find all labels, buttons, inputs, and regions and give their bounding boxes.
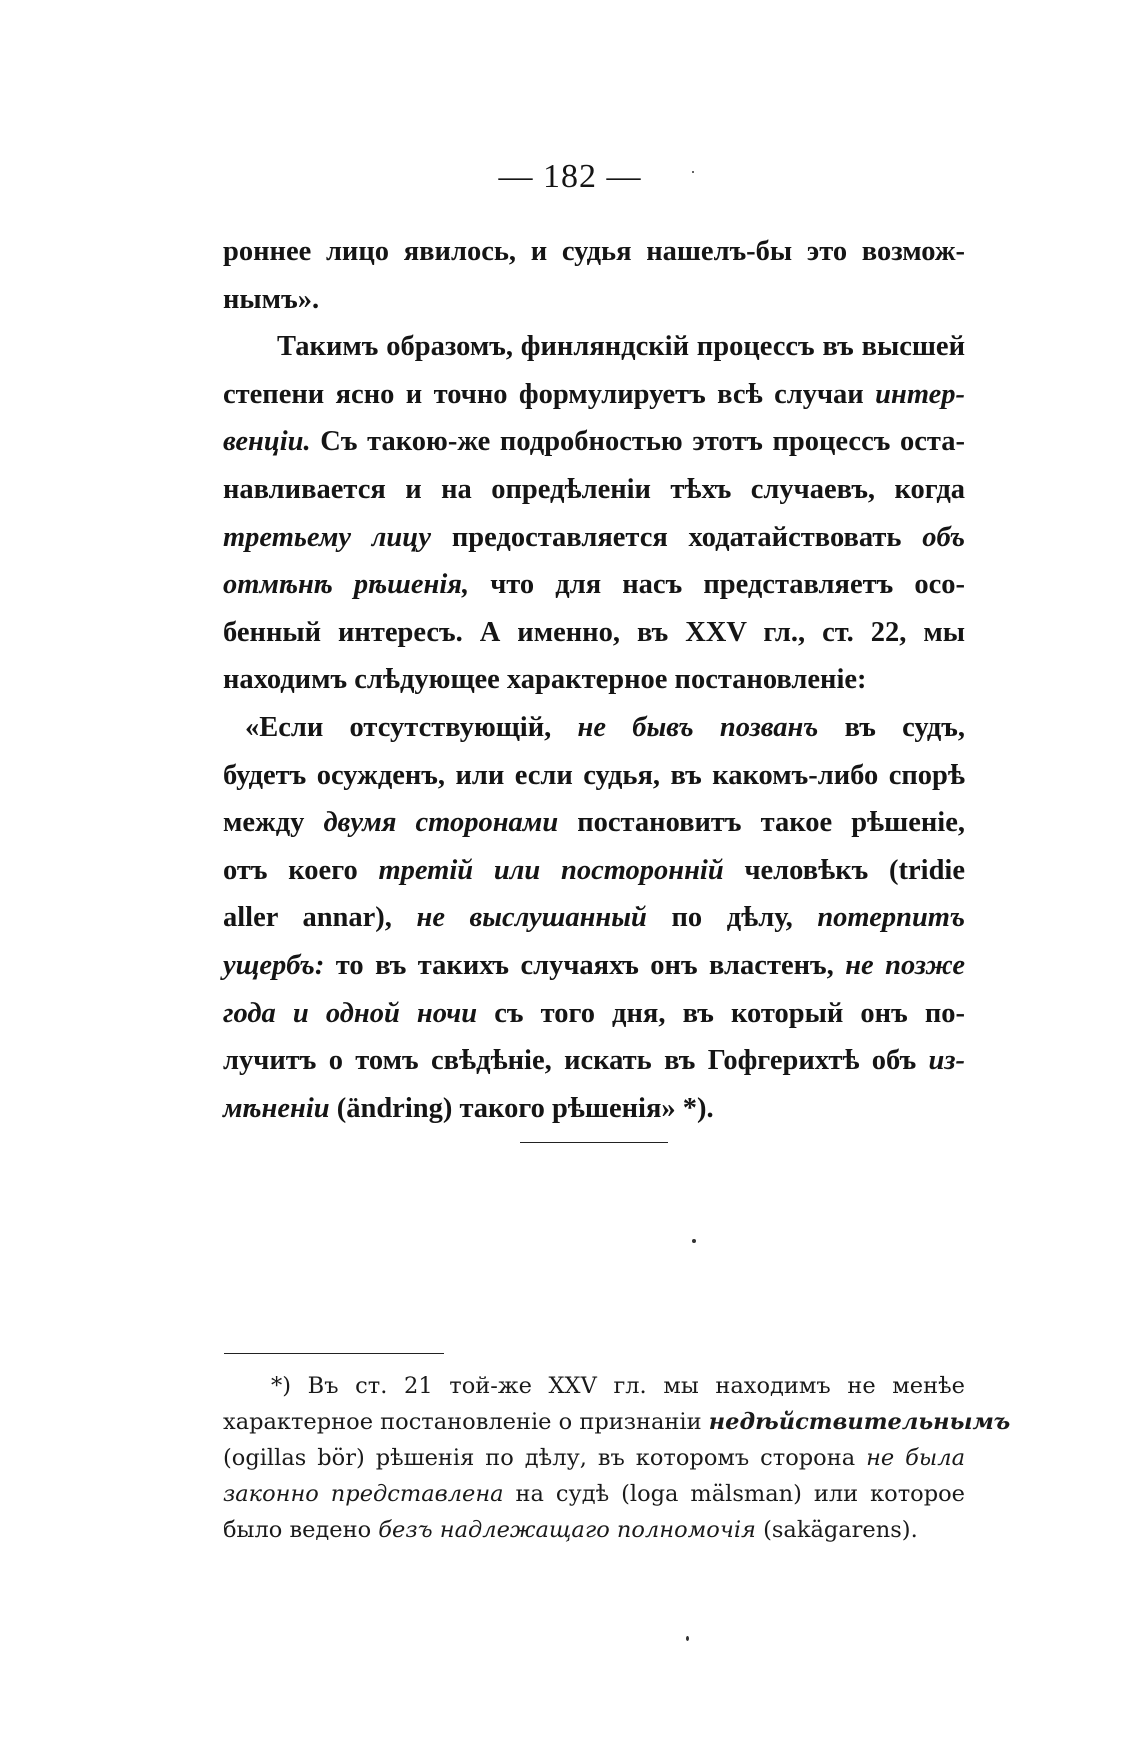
emphasis: венціи. [223, 426, 311, 458]
emphasis: интер- [875, 378, 965, 410]
text-line [223, 847, 965, 895]
text-line [223, 561, 965, 609]
text-run: въ судъ, [818, 711, 965, 743]
footnote-rule [224, 1353, 444, 1354]
emphasis: законно представлена [223, 1481, 504, 1507]
emphasis: не позже [845, 949, 965, 981]
text-run: постановитъ такое рѣшеніе, [558, 807, 965, 839]
emphasis: безъ надлежащаго полномочія [378, 1517, 756, 1543]
text-run: aller annar), [223, 902, 417, 934]
text-run: отъ коего [223, 854, 379, 886]
footnote [223, 1368, 1011, 1548]
emphasis: не выслушанный [416, 902, 647, 934]
text-line [223, 514, 965, 562]
emphasis: не была [866, 1445, 965, 1471]
footnote-line [223, 1476, 965, 1512]
paragraph-2 [223, 323, 965, 704]
quotation [223, 704, 965, 1132]
text-line: роннее лицо явилось, и судья нашелъ-бы это возмож- [223, 236, 965, 267]
emphasis: двумя сторонами [323, 807, 559, 839]
text-run: (ändring) такого рѣшенія» *). [329, 1092, 714, 1124]
text-run: было ведено [223, 1517, 379, 1543]
main-text [223, 228, 965, 1132]
emphasis: третій или посторонній [378, 854, 724, 886]
print-speck [686, 1636, 689, 1641]
text-line [223, 371, 965, 419]
text-run: Съ такою-же подробностью этотъ процессъ оста- [310, 426, 965, 458]
emphasis: ущербъ: [223, 949, 325, 981]
footnote-line [223, 1512, 965, 1548]
text-run: на судѣ (loga mälsman) или которое [503, 1481, 965, 1507]
text-run: предоставляется ходатайствовать [431, 521, 923, 553]
text-line: бенный интересъ. А именно, въ XXV гл., ст. 22, мы [223, 616, 965, 648]
emphasis: объ [922, 521, 965, 553]
print-speck [692, 171, 694, 173]
emphasis: потерпитъ [817, 902, 965, 934]
text-run: (ogillas bör) рѣшенія по дѣлу, въ которомъ сторона [223, 1445, 867, 1471]
text-run: что для насъ представляетъ осо- [469, 569, 965, 601]
emphasis: мѣненіи [223, 1092, 330, 1124]
text-line: навливается и на опредѣленіи тѣхъ случаевъ, когда [223, 473, 965, 505]
text-line [223, 894, 965, 942]
footnote-line: *) Въ ст. 21 той-же XXV гл. мы находимъ не менѣе [271, 1373, 965, 1399]
text-line [223, 799, 965, 847]
text-run: то въ такихъ случаяхъ онъ властенъ, [324, 949, 846, 981]
text-run: характерное постановленіе о признаніи [223, 1409, 709, 1435]
text-line: будетъ осужденъ, или если судья, въ какомъ-либо спорѣ [223, 759, 965, 791]
text-run: лучитъ о томъ свѣдѣніе, искать въ Гофгерихтѣ объ [223, 1045, 929, 1077]
text-line [223, 418, 965, 466]
text-run: человѣкъ (tridie [723, 854, 965, 886]
emphasis: отмѣнѣ рѣшенія, [223, 569, 470, 601]
text-run: по дѣлу, [646, 902, 818, 934]
emphasis: из- [928, 1045, 965, 1077]
emphasis: третьему лицу [223, 521, 432, 553]
section-divider [520, 1142, 668, 1143]
text-line [223, 990, 965, 1038]
footnote-line [223, 1404, 1011, 1440]
text-run: между [223, 807, 324, 839]
text-run: степени ясно и точно формулируетъ всѣ случаи [223, 378, 876, 410]
text-line [223, 704, 965, 752]
text-line: Такимъ образомъ, финляндскій процессъ въ высшей [277, 331, 965, 363]
text-run: съ того дня, въ который онъ по- [477, 997, 965, 1029]
emphasis: года и одной ночи [223, 997, 478, 1029]
text-line [223, 942, 965, 990]
print-speck [692, 1239, 696, 1243]
text-run: (sakägarens). [755, 1517, 918, 1543]
text-line [223, 1085, 965, 1133]
paragraph-1 [223, 228, 965, 323]
text-line [223, 1037, 965, 1085]
text-run: «Если отсутствующій, [245, 711, 578, 743]
emphasis: недѣйствительнымъ [708, 1409, 1011, 1435]
text-line: находимъ слѣдующее характерное постановленіе: [223, 664, 867, 696]
page-number: — 182 — [498, 158, 642, 195]
text-line: нымъ». [223, 283, 320, 315]
footnote-line [223, 1440, 965, 1476]
emphasis: не бывъ позванъ [577, 711, 819, 743]
